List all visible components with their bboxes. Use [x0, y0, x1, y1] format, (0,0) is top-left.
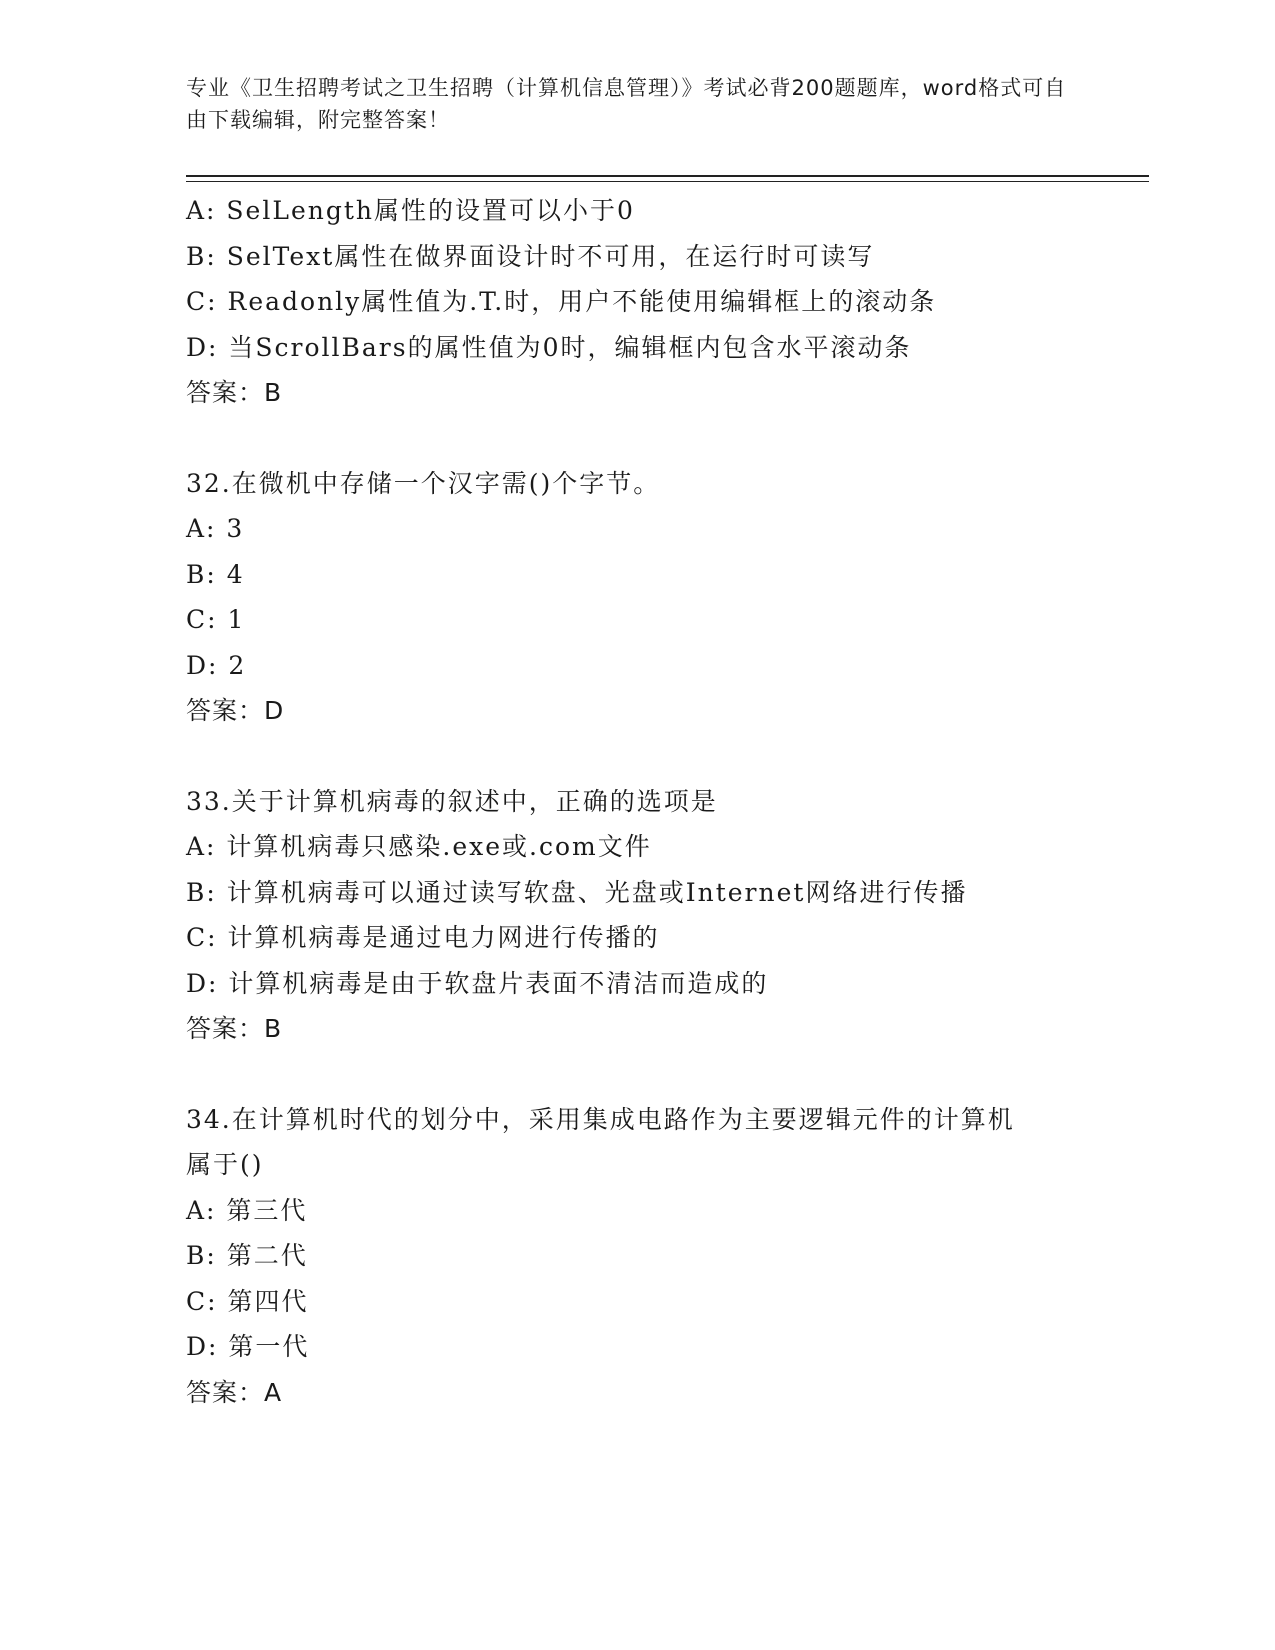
option-b: B: 第二代	[186, 1241, 308, 1270]
question-text: 33.关于计算机病毒的叙述中，正确的选项是	[186, 786, 718, 816]
question-text-line-2: 属于()	[186, 1150, 264, 1179]
option-d: D: 计算机病毒是由于软盘片表面不清洁而造成的	[186, 968, 769, 998]
spacer	[186, 416, 1146, 461]
option-c: C: 计算机病毒是通过电力网进行传播的	[186, 923, 660, 952]
option-a: A: SelLength属性的设置可以小于0	[186, 196, 635, 225]
question-list	[186, 188, 1146, 1415]
document-header: 专业《卫生招聘考试之卫生招聘（计算机信息管理）》考试必背200题题库，word格式可自由下载编辑，附完整答案！	[186, 76, 1067, 132]
option-a: A: 第三代	[186, 1195, 308, 1225]
answer: 答案：D	[186, 696, 285, 725]
option-a: A: 3	[186, 514, 245, 543]
header-rule-thick	[186, 175, 1149, 177]
question-31	[186, 188, 1146, 416]
spacer	[186, 734, 1146, 779]
question-34	[186, 1097, 1146, 1416]
option-b: B: 计算机病毒可以通过读写软盘、光盘或Internet网络进行传播	[186, 877, 968, 907]
question-32	[186, 461, 1146, 734]
option-a: A: 计算机病毒只感染.exe或.com文件	[186, 832, 652, 861]
answer: 答案：A	[186, 1377, 283, 1407]
option-d: D: 第一代	[186, 1332, 310, 1361]
option-b: B: SelText属性在做界面设计时不可用，在运行时可读写	[186, 241, 875, 271]
answer: 答案：B	[186, 378, 283, 407]
option-c: C: Readonly属性值为.T.时，用户不能使用编辑框上的滚动条	[186, 287, 937, 316]
question-33	[186, 779, 1146, 1052]
option-c: C: 1	[186, 605, 246, 634]
question-text: 32.在微机中存储一个汉字需()个字节。	[186, 468, 661, 498]
answer: 答案：B	[186, 1014, 283, 1043]
spacer	[186, 1052, 1146, 1097]
option-d: D: 2	[186, 650, 247, 680]
header-rule-thin	[186, 181, 1149, 182]
option-b: B: 4	[186, 559, 245, 589]
option-d: D: 当ScrollBars的属性值为0时，编辑框内包含水平滚动条	[186, 332, 912, 362]
question-text-line-1: 34.在计算机时代的划分中，采用集成电路作为主要逻辑元件的计算机	[186, 1104, 1015, 1134]
option-c: C: 第四代	[186, 1286, 309, 1316]
